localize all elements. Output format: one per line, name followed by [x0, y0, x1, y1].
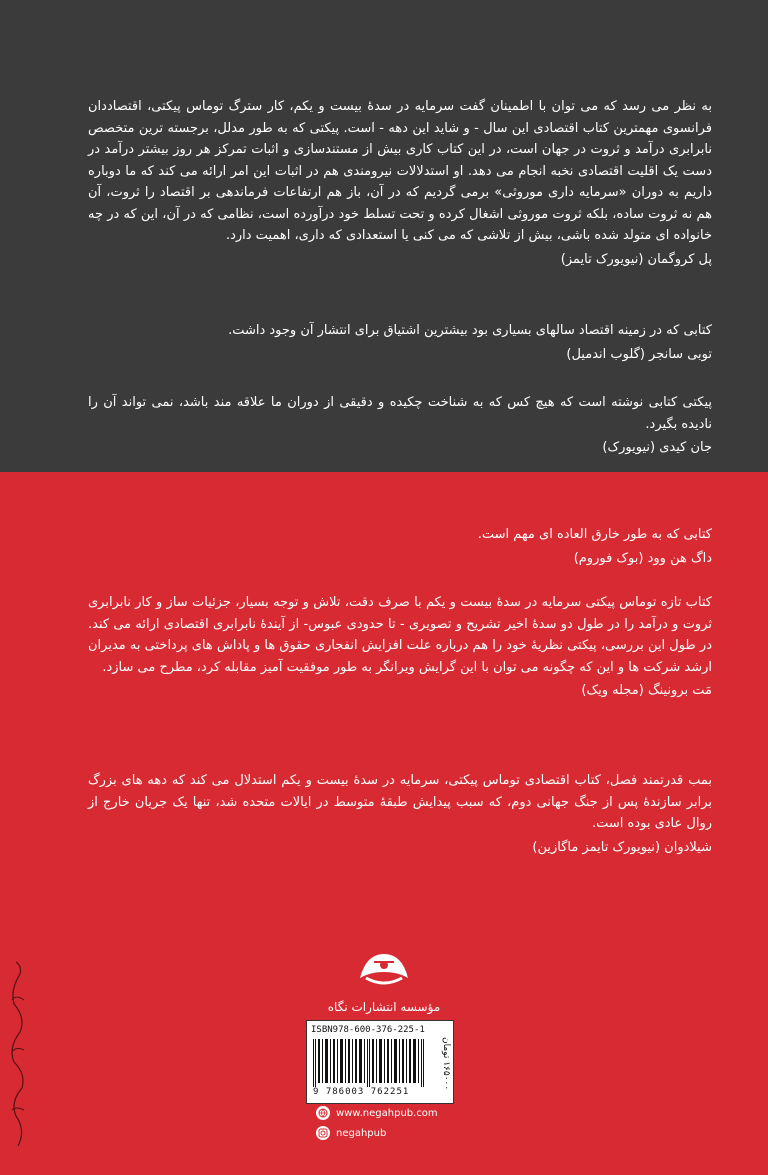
- review-kidd: [88, 392, 712, 459]
- review-author: جان کیدی (نیویورک): [602, 440, 712, 455]
- ean-number: 9 786003 762251: [313, 1087, 410, 1097]
- review-author: توبی سانجر (گلوب اندمیل): [566, 346, 712, 362]
- signature: [6, 960, 30, 1150]
- review-text: پیکتی کتابی نوشته است که هیچ کس که به شناخت چکیده و دقیقی از دوران ما علاقه مند باشد، نمی تواند آن را نادیده بگیرد.: [88, 395, 712, 432]
- review-text: کتاب تازه توماس پیکتی سرمایه در سدهٔ بیست و یکم با صرف دقت، تلاش و توجه بسیار، جزئیات ساز و کار نابرابری ثروت و درآمد را در طول دو سدهٔ اخیر تشریح و تصویری - تا حدودی عبوس- از آیندهٔ نابرابری اقتصادی ارائه می کند. در طول این بررسی، پیکتی نظریهٔ خود را هم درباره علت افزایش انفجاری حقوق ها و پاداش های پرداختی به مدیران ارشد شرکت ها و این که چگونه می توان با این گرایش ویرانگر به طور موفقیت آمیز مقابله کرد، مطرح می سازد.: [88, 595, 712, 675]
- review-sanger: [88, 320, 712, 365]
- review-duan: [88, 770, 712, 858]
- negah-logo: [334, 948, 434, 992]
- review-bruenig: [88, 592, 712, 702]
- instagram-handle[interactable]: negahpub: [336, 1127, 387, 1139]
- barcode: [313, 1039, 425, 1087]
- website-row: [316, 1106, 438, 1120]
- review-author: داگ هن وود (بوک فوروم): [573, 550, 712, 566]
- review-henwood: [88, 524, 712, 569]
- price-label: ۱۶۵۰۰۰ تومان: [441, 1037, 451, 1091]
- negah-logo-mark: [352, 948, 416, 992]
- review-text: بمب قدرتمند فصل، کتاب اقتصادی توماس پیکتی، سرمایه در سدهٔ بیست و یکم استدلال می کند که دهه های بزرگ برابر سازندهٔ پس از جنگ جهانی دوم، که سبب پیدایش طبقهٔ متوسط در ایالات متحده شد، تنها یک جریان خارج از روال عادی بوده است.: [88, 773, 712, 831]
- review-author: شیلادوان (نیویورک تایمز ماگازین): [532, 839, 712, 855]
- instagram-icon: [316, 1126, 330, 1140]
- review-text: به نظر می رسد که می توان با اطمینان گفت سرمایه در سدهٔ بیست و یکم، کار سترگ توماس پیکتی، اقتصاددان فرانسوی مهمترین کتاب اقتصادی این سال - و شاید این دهه - است. پیکتی که به طور مدلل، برجسته ترین متخصص نابرابری درآمد و ثروت در جهان است، در این کتاب کاری بیش از مستندسازی و اثبات تمرکز هر روز بیشتر درآمد در دست یک اقلیت اقتصادی نخبه انجام می دهد. او استدلالات نیرومندی هم در اثبات این امر ارائه می کند که ما دوباره داریم به دوران «سرمایه داری موروثی» برمی گردیم که در آن، باز هم ارتفاعات فرماندهی بر اقتصاد را ثروت، آن هم نه ثروت ساده، بلکه ثروت موروثی اشغال کرده و تحت تسلط خود درآورده است، نظامی که در آن، این که در چه خانواده ای متولد شده باشی، بیش از تلاشی که می کنی یا استعدادی که داری، اهمیت دارد.: [88, 99, 712, 243]
- review-author: پل کروگمان (نیویورک تایمز): [560, 251, 712, 267]
- globe-icon: [316, 1106, 330, 1120]
- review-author: مَت برونینگ (مجله ویک): [581, 683, 712, 698]
- instagram-row: [316, 1126, 386, 1140]
- review-text: کتابی که در زمینه اقتصاد سالهای بسیاری بود بیشترین اشتیاق برای انتشار آن وجود داشت.: [228, 323, 712, 338]
- review-krugman: [88, 96, 712, 270]
- barcode-box: [306, 1020, 454, 1104]
- isbn-number: ISBN978-600-376-225-1: [311, 1025, 425, 1035]
- review-text: کتابی که به طور خارق العاده ای مهم است.: [477, 527, 712, 542]
- publisher-name: مؤسسه انتشارات نگاه: [327, 1000, 441, 1014]
- website-link[interactable]: www.negahpub.com: [336, 1107, 438, 1119]
